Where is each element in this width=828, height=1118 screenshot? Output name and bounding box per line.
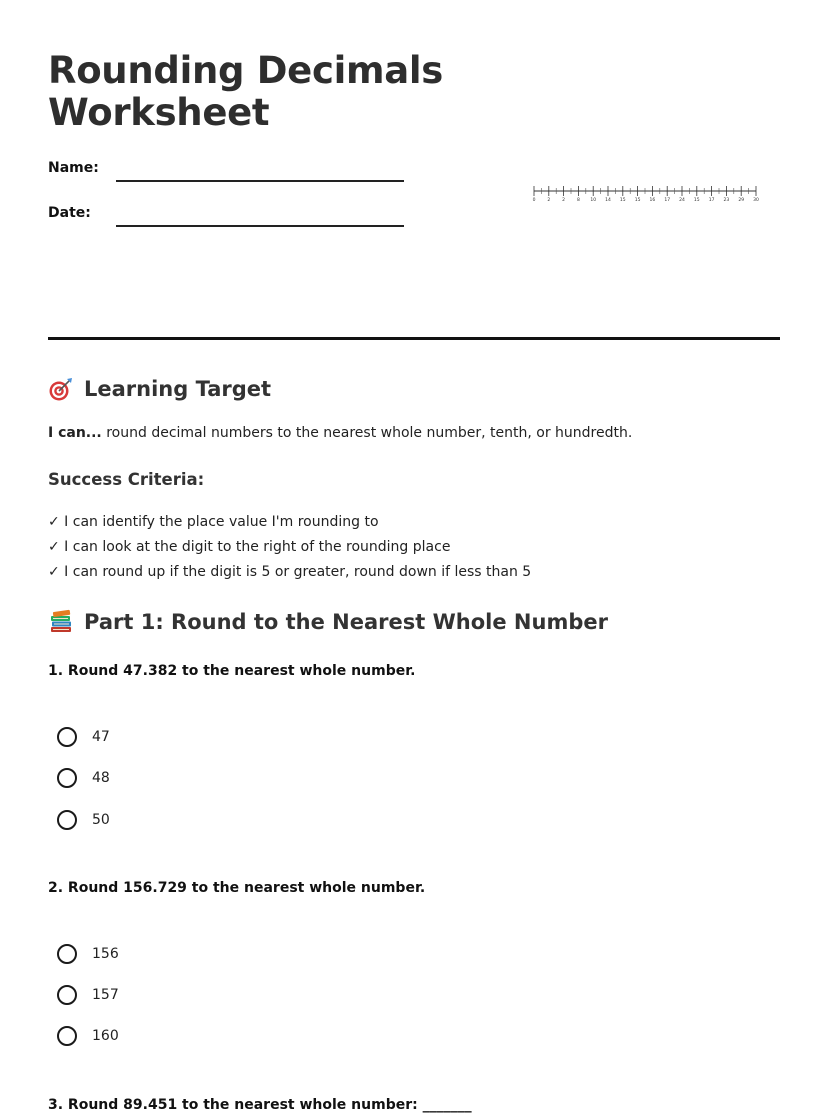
date-label: Date: <box>48 205 91 221</box>
success-criteria-list <box>48 513 531 588</box>
option-label: 157 <box>92 987 119 1003</box>
question-2: 2. Round 156.729 to the nearest whole number. <box>48 880 426 896</box>
number-line-tick-label: 2 <box>547 198 551 203</box>
question-1: 1. Round 47.382 to the nearest whole number. <box>48 663 416 679</box>
number-line-ticks <box>533 186 759 203</box>
number-line-tick-label: 17 <box>708 198 715 203</box>
q2-option-a[interactable] <box>57 941 119 967</box>
number-line-tick-label: 17 <box>664 198 671 203</box>
radio-button[interactable] <box>57 727 77 747</box>
option-label: 47 <box>92 729 110 745</box>
number-line-tick-label: 29 <box>738 198 745 203</box>
q1-option-c[interactable] <box>57 807 110 833</box>
number-line-tick-label: 15 <box>634 198 641 203</box>
number-line-tick-label: 24 <box>679 198 685 203</box>
part1-heading <box>48 609 608 635</box>
books-icon <box>48 609 74 635</box>
radio-button[interactable] <box>57 768 77 788</box>
radio-button[interactable] <box>57 985 77 1005</box>
learning-target-heading <box>48 376 271 402</box>
option-label: 160 <box>92 1028 119 1044</box>
criteria-item: ✓ I can round up if the digit is 5 or greater, round down if less than 5 <box>48 564 532 580</box>
radio-button[interactable] <box>57 944 77 964</box>
page-title: Rounding Decimals Worksheet <box>48 49 444 134</box>
criteria-item: ✓ I can look at the digit to the right of the rounding place <box>48 539 451 555</box>
name-label: Name: <box>48 160 99 176</box>
number-line-tick-label: 0 <box>532 198 536 203</box>
criteria-item: ✓ I can identify the place value I'm rounding to <box>48 514 379 530</box>
number-line-tick-label: 2 <box>562 198 566 203</box>
number-line-tick-label: 30 <box>753 198 759 203</box>
number-line <box>532 180 758 202</box>
number-line-tick-label: 10 <box>590 198 597 203</box>
number-line-tick-label: 16 <box>649 198 656 203</box>
number-line-tick-label: 15 <box>619 198 626 203</box>
q2-option-b[interactable] <box>57 982 119 1008</box>
target-dart-icon <box>48 376 74 402</box>
learning-target-statement <box>48 425 632 441</box>
q1-option-a[interactable] <box>57 724 110 750</box>
part1-title: Part 1: Round to the Nearest Whole Number <box>84 610 608 634</box>
name-input-line[interactable] <box>116 180 404 182</box>
option-label: 48 <box>92 770 110 786</box>
section-divider <box>48 337 780 340</box>
question-3: 3. Round 89.451 to the nearest whole number: _______ <box>48 1097 472 1113</box>
success-criteria-heading: Success Criteria: <box>48 470 205 489</box>
number-line-tick-label: 15 <box>693 198 700 203</box>
q1-option-b[interactable] <box>57 765 110 791</box>
date-field[interactable] <box>48 205 408 229</box>
radio-button[interactable] <box>57 810 77 830</box>
name-field[interactable] <box>48 160 408 184</box>
option-label: 50 <box>92 812 110 828</box>
q2-option-c[interactable] <box>57 1023 119 1049</box>
radio-button[interactable] <box>57 1026 77 1046</box>
option-label: 156 <box>92 946 119 962</box>
number-line-tick-label: 8 <box>576 198 580 203</box>
learning-target-lead: I can... <box>48 425 102 441</box>
number-line-tick-label: 23 <box>723 198 730 203</box>
number-line-tick-label: 14 <box>605 198 611 203</box>
learning-target-text: round decimal numbers to the nearest whole number, tenth, or hundredth. <box>106 425 633 441</box>
date-input-line[interactable] <box>116 225 404 227</box>
learning-target-title: Learning Target <box>84 377 272 401</box>
